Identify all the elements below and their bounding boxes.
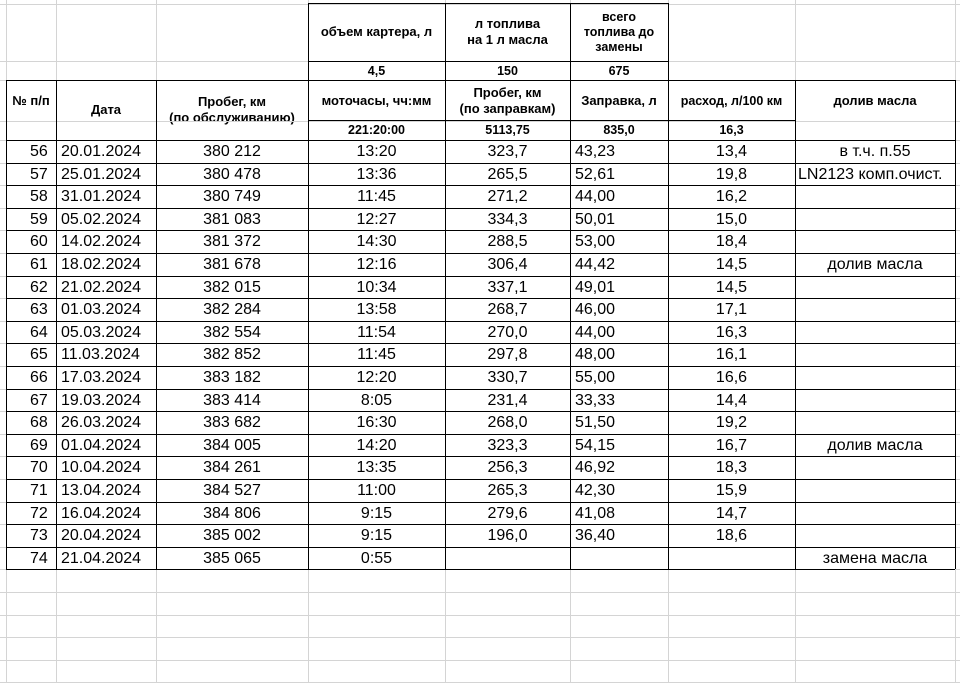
cell-mileage-refuel[interactable]: 323,3 — [487, 436, 528, 454]
cell-mileage-service[interactable]: 385 065 — [203, 549, 261, 567]
cell-num[interactable]: 66 — [30, 369, 48, 386]
cell-mileage-refuel[interactable]: 268,0 — [487, 414, 528, 432]
value-total-fuel[interactable]: 675 — [608, 64, 630, 78]
cell-num[interactable]: 59 — [30, 210, 48, 228]
cell-mileage-service[interactable]: 382 554 — [203, 323, 261, 341]
cell-mileage-service[interactable]: 380 478 — [203, 165, 261, 183]
cell-mileage-service[interactable]: 384 527 — [203, 482, 261, 499]
cell-oil-topup[interactable] — [795, 367, 955, 389]
cell-date[interactable]: 10.04.2024 — [61, 459, 142, 477]
cell-consumption[interactable]: 15,9 — [715, 482, 748, 499]
grid-hline — [308, 3, 668, 4]
cell-consumption[interactable]: 19,2 — [715, 414, 748, 432]
grid-hline — [0, 121, 960, 122]
cell-num[interactable]: 62 — [30, 278, 48, 296]
cell-consumption[interactable]: 16,1 — [715, 346, 748, 364]
cell-date[interactable]: 14.02.2024 — [61, 233, 142, 251]
cell-oil-topup[interactable]: долив масла — [827, 256, 923, 273]
grid-vline — [570, 3, 571, 80]
cell-consumption[interactable]: 16,7 — [715, 436, 748, 454]
cell-mileage-refuel[interactable]: 271,2 — [487, 188, 528, 206]
cell-date[interactable]: 20.04.2024 — [61, 527, 142, 545]
cell-engine-hours[interactable]: 14:30 — [356, 233, 397, 251]
grid-hline — [6, 456, 955, 457]
cell-oil-topup[interactable] — [795, 457, 955, 479]
cell-engine-hours[interactable]: 12:20 — [356, 369, 397, 386]
cell-num[interactable]: 67 — [30, 391, 48, 409]
cell-date[interactable]: 21.02.2024 — [61, 278, 142, 296]
grid-vline — [6, 80, 7, 569]
total-mileage-refuel[interactable]: 5113,75 — [485, 123, 530, 137]
cell-engine-hours[interactable]: 12:16 — [356, 256, 397, 273]
grid-hline — [6, 185, 955, 186]
cell-consumption[interactable]: 16,6 — [715, 369, 748, 386]
cell-mileage-refuel[interactable]: 334,3 — [487, 210, 528, 228]
cell-consumption[interactable]: 17,1 — [715, 301, 748, 319]
grid-vline — [445, 3, 446, 80]
cell-mileage-service[interactable]: 384 005 — [203, 436, 261, 454]
cell-oil-topup[interactable] — [795, 277, 955, 299]
cell-mileage-refuel[interactable]: 268,7 — [487, 301, 528, 319]
grid-hline — [6, 253, 955, 254]
cell-date[interactable]: 05.03.2024 — [61, 323, 142, 341]
cell-mileage-service[interactable]: 385 002 — [203, 527, 261, 545]
cell-consumption[interactable]: 14,7 — [715, 504, 748, 522]
col-header-mileage-service[interactable]: Пробег, км (по обслуживанию) — [169, 94, 295, 125]
cell-consumption[interactable]: 18,4 — [715, 233, 748, 251]
cell-engine-hours[interactable]: 16:30 — [356, 414, 397, 432]
cell-num[interactable]: 63 — [30, 301, 48, 319]
col-header-mileage-refuel[interactable]: Пробег, км (по заправкам) — [459, 85, 556, 116]
grid-hline — [6, 80, 955, 81]
cell-engine-hours[interactable]: 12:27 — [356, 210, 397, 228]
cell-date[interactable]: 20.01.2024 — [61, 143, 142, 160]
grid-hline — [6, 479, 955, 480]
cell-engine-hours[interactable]: 11:00 — [357, 482, 396, 499]
cell-refuel[interactable]: 42,30 — [575, 482, 616, 499]
cell-mileage-refuel[interactable]: 330,7 — [487, 369, 528, 386]
value-fuel-per-liter-oil[interactable]: 150 — [497, 64, 518, 78]
cell-mileage-refuel[interactable]: 265,3 — [487, 482, 528, 499]
cell-mileage-service[interactable]: 382 852 — [203, 346, 261, 364]
cell-num[interactable]: 69 — [30, 436, 48, 454]
header-sump-volume[interactable]: объем картера, л — [320, 24, 433, 39]
cell-date[interactable]: 25.01.2024 — [61, 165, 142, 183]
cell-engine-hours[interactable]: 10:34 — [356, 278, 397, 296]
cell-num[interactable]: 68 — [30, 414, 48, 432]
cell-mileage-service[interactable]: 382 284 — [203, 301, 261, 319]
value-sump-volume[interactable]: 4,5 — [367, 64, 386, 78]
cell-oil-topup[interactable]: LN2123 комп.очист. — [798, 165, 943, 183]
cell-mileage-refuel[interactable]: 231,4 — [487, 391, 528, 409]
cell-oil-topup[interactable] — [795, 390, 955, 412]
cell-oil-topup[interactable] — [795, 299, 955, 321]
cell-mileage-service[interactable]: 384 261 — [203, 459, 261, 477]
cell-consumption[interactable]: 19,8 — [715, 165, 748, 183]
cell-mileage-refuel[interactable]: 306,4 — [487, 256, 528, 273]
cell-num[interactable]: 57 — [30, 165, 48, 183]
total-consumption[interactable]: 16,3 — [719, 123, 744, 137]
cell-refuel[interactable]: 49,01 — [575, 278, 616, 296]
cell-engine-hours[interactable]: 13:20 — [356, 143, 397, 160]
cell-mileage-service[interactable]: 381 372 — [203, 233, 261, 251]
grid-vline — [955, 80, 956, 569]
grid-vline — [156, 80, 157, 569]
cell-mileage-refuel[interactable]: 323,7 — [487, 143, 528, 160]
cell-mileage-service[interactable]: 381 678 — [203, 256, 261, 273]
cell-refuel[interactable] — [570, 548, 668, 570]
cell-oil-topup[interactable]: в т.ч. п.55 — [839, 143, 911, 160]
cell-num[interactable]: 65 — [30, 346, 48, 364]
grid-hline — [0, 615, 960, 616]
grid-vline — [445, 80, 446, 569]
cell-refuel[interactable]: 53,00 — [575, 233, 616, 251]
grid-hline — [6, 298, 955, 299]
grid-hline — [6, 276, 955, 277]
cell-num[interactable]: 71 — [30, 482, 48, 499]
grid-vline — [308, 3, 309, 80]
cell-mileage-service[interactable]: 384 806 — [203, 504, 261, 522]
cell-date[interactable]: 05.02.2024 — [61, 210, 142, 228]
cell-engine-hours[interactable]: 13:35 — [356, 459, 397, 477]
col-header-num[interactable]: № п/п — [12, 93, 50, 108]
col-header-oil-topup[interactable]: долив масла — [833, 93, 917, 108]
cell-engine-hours[interactable]: 11:54 — [357, 323, 396, 341]
col-header-engine-hours[interactable]: моточасы, чч:мм — [321, 93, 432, 108]
grid-vline — [56, 80, 57, 569]
cell-mileage-refuel[interactable] — [445, 548, 570, 570]
header-total-fuel[interactable]: всего топлива до замены — [583, 9, 655, 54]
grid-hline — [6, 343, 955, 344]
cell-consumption[interactable]: 14,5 — [715, 278, 748, 296]
cell-consumption[interactable]: 13,4 — [715, 143, 748, 160]
cell-mileage-refuel[interactable]: 337,1 — [487, 278, 528, 296]
grid-hline — [0, 592, 960, 593]
cell-num[interactable]: 64 — [30, 323, 48, 341]
cell-engine-hours[interactable]: 9:15 — [360, 504, 393, 522]
cell-oil-topup[interactable]: замена масла — [822, 549, 928, 567]
cell-engine-hours[interactable]: 11:45 — [357, 188, 396, 206]
cell-consumption[interactable]: 14,4 — [715, 391, 748, 409]
cell-mileage-refuel[interactable]: 288,5 — [487, 233, 528, 251]
col-header-consumption[interactable]: расход, л/100 км — [680, 94, 783, 108]
cell-oil-topup[interactable] — [795, 209, 955, 231]
cell-mileage-refuel[interactable]: 256,3 — [487, 459, 528, 477]
cell-engine-hours[interactable]: 13:58 — [356, 301, 397, 319]
cell-refuel[interactable]: 41,08 — [575, 504, 616, 522]
cell-num[interactable]: 58 — [30, 188, 48, 206]
cell-mileage-service[interactable]: 383 682 — [203, 414, 261, 432]
cell-refuel[interactable]: 44,00 — [575, 323, 616, 341]
grid-hline — [308, 61, 668, 62]
grid-hline — [308, 120, 795, 121]
cell-num[interactable]: 70 — [30, 459, 48, 477]
cell-consumption[interactable]: 16,2 — [715, 188, 748, 206]
cell-mileage-service[interactable]: 380 749 — [203, 188, 261, 206]
cell-date[interactable]: 21.04.2024 — [61, 549, 142, 567]
cell-consumption[interactable]: 18,3 — [715, 459, 748, 477]
cell-date[interactable]: 16.04.2024 — [61, 504, 142, 522]
cell-num[interactable]: 72 — [30, 504, 48, 522]
cell-mileage-refuel[interactable]: 270,0 — [487, 323, 528, 341]
grid-hline — [6, 411, 955, 412]
cell-refuel[interactable]: 43,23 — [575, 143, 616, 160]
cell-consumption[interactable]: 15,0 — [715, 210, 748, 228]
grid-hline — [0, 660, 960, 661]
cell-consumption[interactable]: 16,3 — [715, 323, 748, 341]
cell-oil-topup[interactable]: долив масла — [827, 436, 923, 454]
grid-hline — [6, 502, 955, 503]
cell-mileage-refuel[interactable]: 265,5 — [487, 165, 528, 183]
cell-mileage-service[interactable]: 381 083 — [203, 210, 261, 228]
cell-num[interactable]: 56 — [30, 143, 48, 160]
col-header-date[interactable]: Дата — [90, 102, 122, 117]
total-engine-hours[interactable]: 221:20:00 — [348, 123, 405, 137]
grid-hline — [0, 637, 960, 638]
cell-engine-hours[interactable]: 8:05 — [360, 391, 393, 409]
header-fuel-per-liter-oil[interactable]: л топлива на 1 л масла — [467, 16, 548, 47]
grid-hline — [6, 569, 955, 570]
grid-vline — [795, 80, 796, 569]
cell-date[interactable]: 17.03.2024 — [61, 369, 142, 386]
grid-hline — [6, 434, 955, 435]
cell-mileage-refuel[interactable]: 297,8 — [487, 346, 528, 364]
cell-oil-topup[interactable] — [795, 412, 955, 434]
grid-hline — [6, 366, 955, 367]
cell-date[interactable]: 01.04.2024 — [61, 436, 142, 454]
cell-refuel[interactable]: 46,00 — [575, 301, 616, 319]
cell-engine-hours[interactable]: 13:36 — [356, 165, 397, 183]
cell-refuel[interactable]: 33,33 — [575, 391, 616, 409]
cell-mileage-service[interactable]: 382 015 — [203, 278, 261, 296]
grid-vline — [570, 80, 571, 569]
grid-hline — [6, 547, 955, 548]
cell-refuel[interactable]: 51,50 — [575, 414, 616, 432]
cell-refuel[interactable]: 36,40 — [575, 527, 616, 545]
cell-refuel[interactable]: 46,92 — [575, 459, 616, 477]
grid-hline — [6, 230, 955, 231]
cell-date[interactable]: 31.01.2024 — [61, 188, 142, 206]
cell-engine-hours[interactable]: 9:15 — [360, 527, 393, 545]
col-header-refuel[interactable]: Заправка, л — [581, 93, 657, 108]
grid-vline — [668, 3, 669, 80]
grid-hline — [6, 208, 955, 209]
cell-oil-topup[interactable] — [795, 344, 955, 366]
cell-num[interactable]: 74 — [30, 549, 48, 567]
cell-refuel[interactable]: 44,00 — [575, 188, 616, 206]
cell-oil-topup[interactable] — [795, 525, 955, 547]
cell-engine-hours[interactable]: 0:55 — [360, 549, 393, 567]
cell-mileage-service[interactable]: 380 212 — [203, 143, 261, 160]
cell-mileage-refuel[interactable]: 196,0 — [487, 527, 528, 545]
cell-mileage-refuel[interactable]: 279,6 — [487, 504, 528, 522]
cell-oil-topup[interactable] — [795, 231, 955, 253]
grid-hline — [0, 4, 960, 5]
cell-oil-topup[interactable] — [795, 480, 955, 502]
cell-num[interactable]: 60 — [30, 233, 48, 251]
cell-date[interactable]: 13.04.2024 — [61, 482, 142, 499]
cell-engine-hours[interactable]: 14:20 — [356, 436, 397, 454]
cell-oil-topup[interactable] — [795, 322, 955, 344]
cell-consumption[interactable] — [668, 548, 795, 570]
cell-refuel[interactable]: 52,61 — [575, 165, 616, 183]
cell-oil-topup[interactable] — [795, 186, 955, 208]
cell-num[interactable]: 61 — [30, 256, 48, 273]
cell-date[interactable]: 18.02.2024 — [61, 256, 142, 273]
grid-hline — [6, 389, 955, 390]
cell-refuel[interactable]: 48,00 — [575, 346, 616, 364]
cell-date[interactable]: 19.03.2024 — [61, 391, 142, 409]
grid-hline — [6, 524, 955, 525]
cell-date[interactable]: 01.03.2024 — [61, 301, 142, 319]
grid-hline — [6, 140, 955, 141]
cell-num[interactable]: 73 — [30, 527, 48, 545]
grid-vline — [668, 80, 669, 569]
cell-consumption[interactable]: 14,5 — [715, 256, 748, 273]
cell-date[interactable]: 11.03.2024 — [61, 346, 140, 364]
grid-hline — [6, 163, 955, 164]
cell-oil-topup[interactable] — [795, 503, 955, 525]
cell-refuel[interactable]: 55,00 — [575, 369, 616, 386]
cell-consumption[interactable]: 18,6 — [715, 527, 748, 545]
grid-vline — [308, 80, 309, 569]
grid-hline — [6, 321, 955, 322]
cell-refuel[interactable]: 54,15 — [575, 436, 616, 454]
cell-mileage-service[interactable]: 383 414 — [203, 391, 261, 409]
cell-engine-hours[interactable]: 11:45 — [357, 346, 396, 364]
cell-date[interactable]: 26.03.2024 — [61, 414, 142, 432]
total-refuel[interactable]: 835,0 — [603, 123, 635, 137]
cell-refuel[interactable]: 50,01 — [575, 210, 616, 228]
cell-refuel[interactable]: 44,42 — [575, 256, 616, 273]
cell-mileage-service[interactable]: 383 182 — [203, 369, 261, 386]
